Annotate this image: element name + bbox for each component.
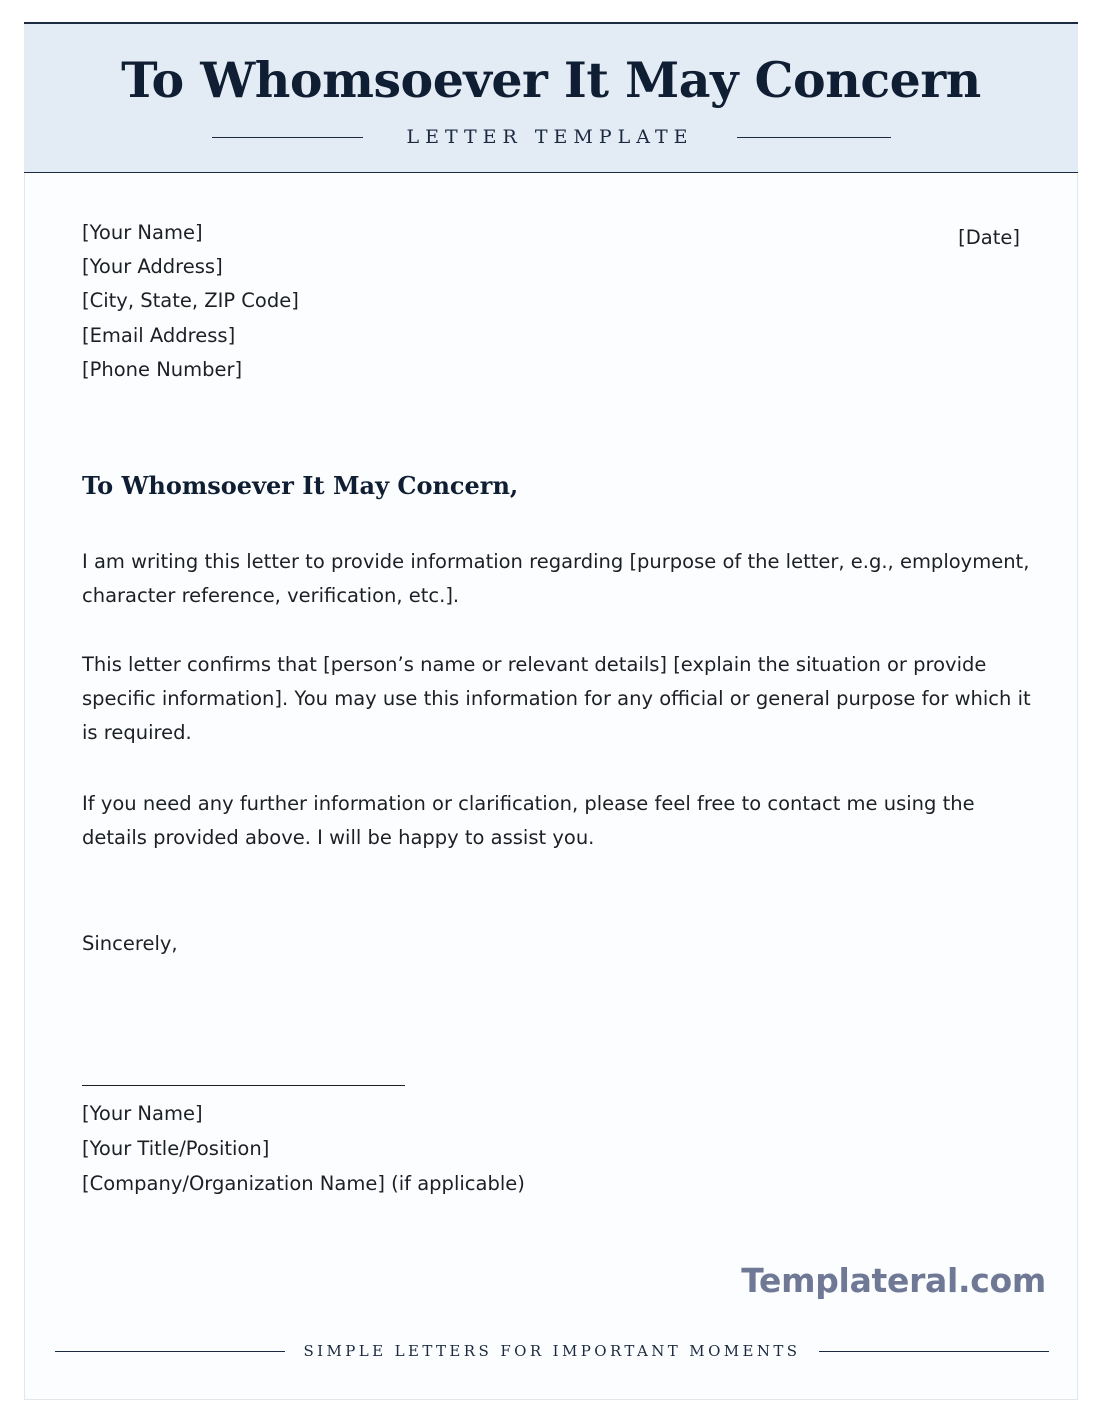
body-paragraph-confirmation: This letter confirms that [person’s name or relevant details] [explain the situation or provide specific information]. You may use this information for any official or general purpose for which it is required. (82, 653, 1031, 745)
sender-email: [Email Address] (82, 323, 236, 347)
brand-watermark: Templateral.com (741, 1261, 1046, 1300)
sender-block (82, 216, 299, 387)
footer-divider-right (819, 1351, 1049, 1352)
footer-tagline: SIMPLE LETTERS FOR IMPORTANT MOMENTS (303, 1342, 801, 1360)
sender-address: [Your Address] (82, 255, 223, 279)
sender-name: [Your Name] (82, 221, 203, 244)
header-subtitle-row (24, 124, 1078, 150)
header-divider-left (212, 137, 363, 138)
salutation: To Whomsoever It May Concern, (82, 471, 519, 500)
header-divider-right (737, 137, 891, 138)
signature-block (82, 1096, 525, 1202)
letter-date: [Date] (958, 226, 1020, 249)
signature-company: [Company/Organization Name] (if applicable) (82, 1172, 525, 1196)
sender-city-state-zip: [City, State, ZIP Code] (82, 289, 299, 313)
closing: Sincerely, (82, 932, 178, 955)
header-subtitle: LETTER TEMPLATE (406, 126, 694, 148)
footer (25, 1338, 1077, 1364)
body-paragraph-purpose: I am writing this letter to provide information regarding [purpose of the letter, e.g., employment, character reference, verification, etc.]. (82, 550, 1030, 608)
page-title: To Whomsoever It May Concern (121, 51, 981, 109)
letter-page (24, 22, 1078, 1400)
body-paragraph-contact: If you need any further information or clarification, please feel free to contact me using the details provided above. I will be happy to assist you. (82, 792, 975, 850)
signature-name: [Your Name] (82, 1102, 203, 1125)
letter-header (24, 22, 1078, 173)
footer-divider-left (55, 1351, 285, 1352)
signature-title: [Your Title/Position] (82, 1137, 270, 1161)
sender-phone: [Phone Number] (82, 357, 243, 381)
signature-line (82, 1085, 405, 1086)
